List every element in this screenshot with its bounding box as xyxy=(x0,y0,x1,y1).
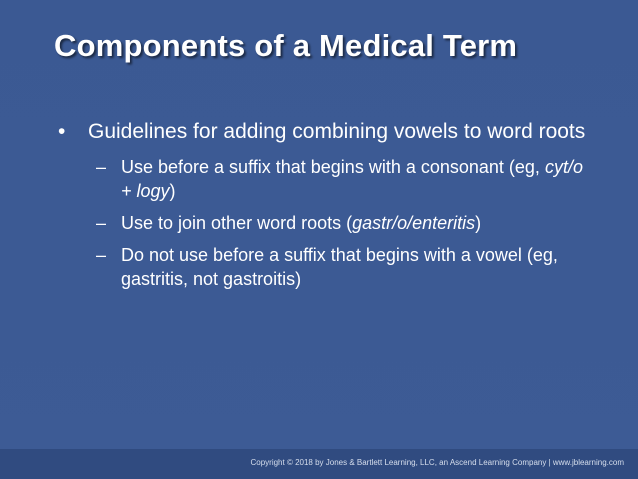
sub-bullet-italic-text: cyt/o + logy xyxy=(121,157,583,201)
bullet-marker: • xyxy=(58,120,66,143)
sub-bullet-item xyxy=(96,243,598,291)
sub-bullet-marker: – xyxy=(96,245,107,265)
sub-bullet-item xyxy=(96,155,598,203)
sub-bullet-list xyxy=(96,155,598,291)
sub-bullet-text: Do not use before a suffix that begins with a vowel (eg, gastritis, not gastroitis) xyxy=(121,245,558,289)
sub-bullet-marker: – xyxy=(96,157,107,177)
sub-bullet-marker: – xyxy=(96,213,107,233)
bullet-text: Guidelines for adding combining vowels to word roots xyxy=(88,120,586,143)
slide-content xyxy=(58,118,598,299)
sub-bullet-text-end: ) xyxy=(169,181,176,201)
bullet-item xyxy=(58,118,598,145)
slide-title: Components of a Medical Term xyxy=(54,28,518,63)
sub-bullet-text: Use before a suffix that begins with a consonant (eg, xyxy=(121,157,545,177)
sub-bullet-italic-text: gastr/o/enteritis xyxy=(352,213,476,233)
sub-bullet-text: Use to join other word roots ( xyxy=(121,213,353,233)
slide-footer xyxy=(0,449,638,479)
copyright-text: Copyright © 2018 by Jones & Bartlett Learning, LLC, an Ascend Learning Company | www.jblearning.com xyxy=(250,458,624,467)
sub-bullet-text-end: ) xyxy=(475,213,482,233)
sub-bullet-item xyxy=(96,211,598,235)
